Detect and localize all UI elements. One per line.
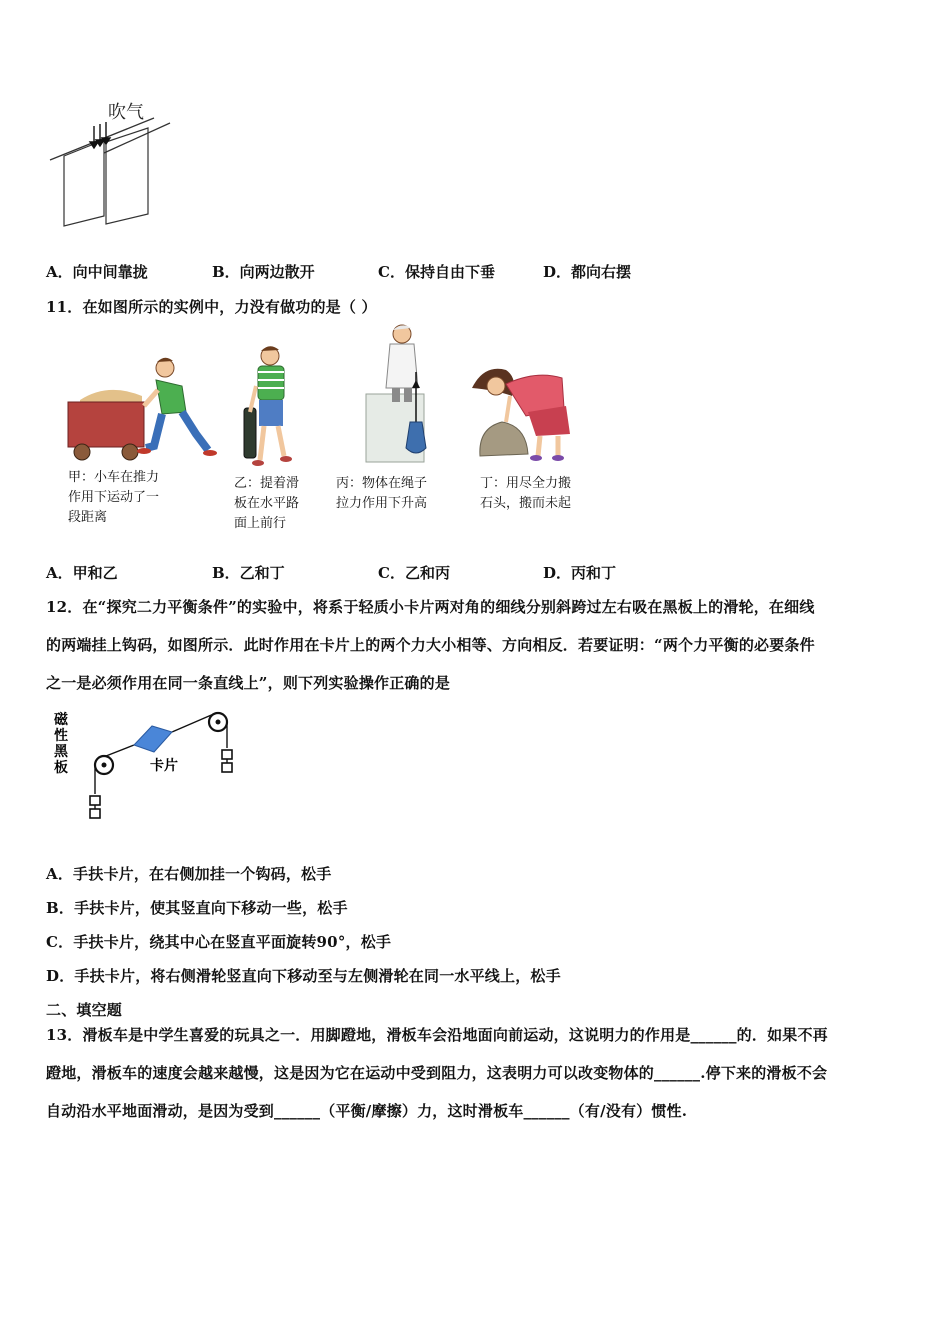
q11-stem: 11．在如图所示的实例中，力没有做功的是（ ） — [46, 298, 377, 316]
q11-caption-ding-line1: 丁：用尽全力搬 — [480, 476, 572, 491]
q11-caption-bing-line2: 拉力作用下升高 — [336, 496, 428, 511]
q11-caption-ding-line2: 石头，搬而未起 — [480, 496, 572, 511]
q13-line1: 13．滑板车是中学生喜爱的玩具之一．用脚蹬地，滑板车会沿地面向前运动，这说明力的作用是______的．如果不再 — [46, 1026, 828, 1044]
q11-caption-jia — [68, 468, 159, 528]
q11-figure-ding — [466, 356, 576, 466]
q12-option-b: B．手扶卡片，使其竖直向下移动一些，松手 — [46, 899, 348, 917]
q10-option-c: C．保持自由下垂 — [378, 263, 495, 281]
q12-card — [134, 726, 172, 752]
q11-figure-jia — [58, 352, 223, 467]
q13-line2: 蹬地，滑板车的速度会越来越慢，这是因为它在运动中受到阻力，这表明力可以改变物体的______.停下来的滑板不会 — [46, 1064, 828, 1082]
q12-option-a: A．手扶卡片，在右侧加挂一个钩码，松手 — [46, 865, 332, 883]
q12-card-label: 卡片 — [150, 758, 178, 774]
q11-figure-bing — [362, 322, 442, 472]
q11-caption-yi-line1: 乙：提着滑 — [234, 476, 300, 491]
q12-stem-line2: 的两端挂上钩码，如图所示．此时作用在卡片上的两个力大小相等、方向相反．若要证明：“两个力平衡的必要条件 — [46, 636, 815, 654]
q10-option-b: B．向两边散开 — [212, 263, 315, 281]
q12-stem-line1: 12．在“探究二力平衡条件”的实验中，将系于轻质小卡片两对角的细线分别斜跨过左右吸在黑板上的滑轮，在细线 — [46, 598, 815, 616]
q11-caption-jia-line3: 段距离 — [68, 510, 108, 525]
q10-figure-label: 吹气 — [108, 102, 144, 123]
q11-caption-ding — [480, 474, 571, 514]
q10-figure — [44, 98, 184, 233]
section-heading-fill-blank: 二、填空题 — [46, 1001, 123, 1019]
q11-caption-bing — [336, 474, 427, 514]
q11-figure-yi — [238, 342, 308, 472]
q12-board-label-4: 板 — [54, 760, 68, 776]
q10-option-a: A．向中间靠拢 — [46, 263, 148, 281]
q12-figure — [48, 708, 248, 833]
q12-board-label-3: 黑 — [54, 744, 68, 760]
q11-option-c: C．乙和丙 — [378, 564, 450, 582]
q10-option-d: D．都向右摆 — [543, 263, 632, 281]
q11-option-d: D．丙和丁 — [543, 564, 617, 582]
q12-option-c: C．手扶卡片，绕其中心在竖直平面旋转90°，松手 — [46, 933, 392, 951]
q11-caption-yi — [234, 474, 299, 534]
q11-caption-yi-line2: 板在水平路 — [234, 496, 300, 511]
q12-board-label-1: 磁 — [54, 712, 68, 728]
q11-caption-jia-line1: 甲：小车在推力 — [68, 470, 160, 485]
q12-board-label-2: 性 — [54, 728, 68, 744]
q12-option-d: D．手扶卡片，将右侧滑轮竖直向下移动至与左侧滑轮在同一水平线上，松手 — [46, 967, 561, 985]
q11-caption-jia-line2: 作用下运动了一 — [68, 490, 160, 505]
q11-caption-yi-line3: 面上前行 — [234, 516, 287, 531]
q11-option-a: A．甲和乙 — [46, 564, 118, 582]
q11-caption-bing-line1: 丙：物体在绳子 — [336, 476, 428, 491]
q11-option-b: B．乙和丁 — [212, 564, 285, 582]
q12-stem-line3: 之一是必须作用在同一条直线上”，则下列实验操作正确的是 — [46, 674, 451, 692]
q13-line3: 自动沿水平地面滑动，是因为受到______（平衡/摩擦）力，这时滑板车______（有/没有）惯性. — [46, 1102, 688, 1120]
